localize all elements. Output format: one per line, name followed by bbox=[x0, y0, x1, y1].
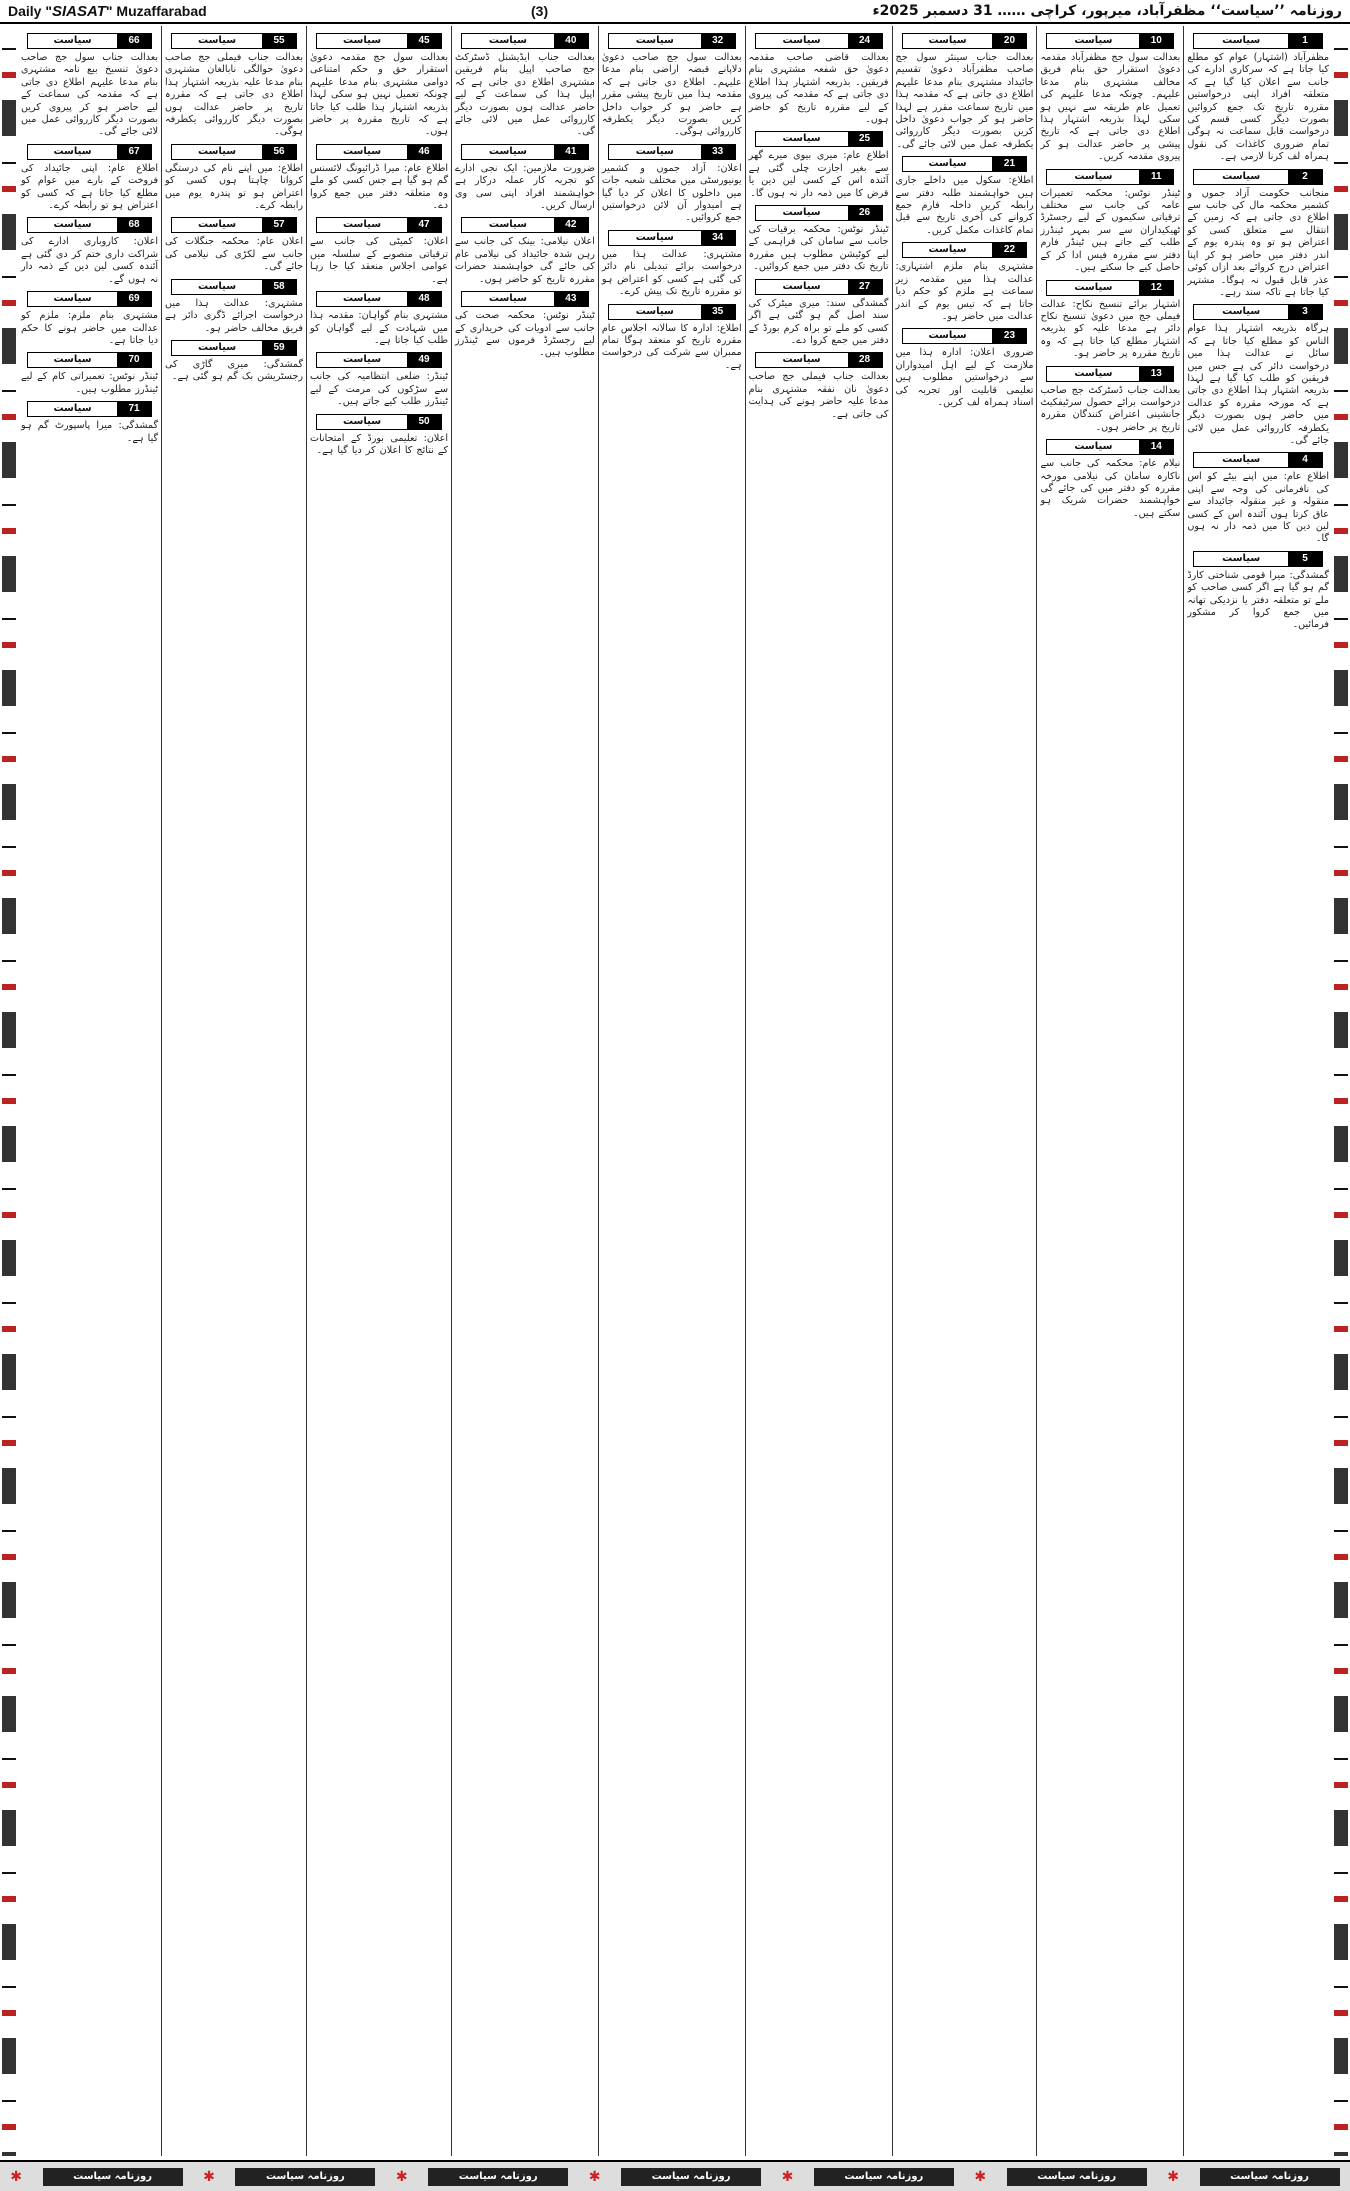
classified-header bbox=[316, 33, 442, 49]
classified-header bbox=[27, 144, 152, 160]
classified-label: سیاست bbox=[609, 34, 701, 48]
classified-header bbox=[755, 279, 883, 295]
classified-number: 70 bbox=[117, 353, 151, 367]
classified-number: 42 bbox=[554, 218, 588, 232]
classified-number: 56 bbox=[262, 145, 296, 159]
classified-number: 47 bbox=[407, 218, 441, 232]
classified-text: گمشدگی سند: میری میٹرک کی سند اصل گم ہو گئی ہے اگر کسی کو ملے تو براہ کرم بورڈ کے دفتر میں جمع کروا دے۔ bbox=[748, 297, 889, 346]
classified-label: سیاست bbox=[462, 34, 554, 48]
classified-number: 40 bbox=[554, 34, 588, 48]
classified-label: سیاست bbox=[172, 280, 262, 294]
bottom-ad-block: روزنامہ سیاست bbox=[43, 2168, 183, 2186]
classified-label: سیاست bbox=[462, 292, 554, 306]
classified-text: مشتہری بنام ملزم: ملزم کو عدالت میں حاضر ہونے کا حکم دیا جاتا ہے۔ bbox=[21, 310, 159, 346]
classified-number: 12 bbox=[1139, 281, 1173, 295]
news-column bbox=[306, 26, 451, 2156]
classified-text: اطلاع عام: اپنی جائیداد کی فروخت کے بارے میں عوام کو مطلع کیا جاتا ہے کہ کسی کو اعتراض ہو تو رابطہ کرے۔ bbox=[21, 162, 159, 212]
masthead bbox=[0, 0, 1350, 24]
classified-label: سیاست bbox=[756, 280, 848, 294]
star-icon: ✱ bbox=[781, 2168, 794, 2185]
classified-header bbox=[902, 328, 1028, 344]
classified-header bbox=[316, 217, 442, 233]
classified-number: 45 bbox=[407, 34, 441, 48]
classified-text: ضروری اعلان: ادارہ ہذا میں ملازمت کے لیے اہل امیدواران سے درخواستیں مطلوب ہیں تعلیمی قابلیت اور تجربہ کی اسناد ہمراہ لف کریں۔ bbox=[895, 347, 1034, 408]
classified-header bbox=[27, 291, 152, 307]
classified-label: سیاست bbox=[172, 145, 262, 159]
classified-number: 66 bbox=[117, 34, 151, 48]
classified-header bbox=[27, 33, 152, 49]
classified-text: اعلان: کمیٹی کی جانب سے ترقیاتی منصوبے کے سلسلہ میں عوامی اجلاس منعقد کیا جا رہا ہے۔ bbox=[310, 236, 449, 285]
classified-number: 68 bbox=[117, 218, 151, 232]
classified-header bbox=[755, 352, 883, 368]
classified-number: 71 bbox=[117, 402, 151, 416]
classified-header bbox=[608, 304, 736, 320]
classified-number: 43 bbox=[554, 292, 588, 306]
news-column bbox=[451, 26, 598, 2156]
classified-header bbox=[27, 217, 152, 233]
classified-text: مشتہری: عدالت ہذا میں درخواست اجرائے ڈگری دائر ہے فریق مخالف حاضر ہو۔ bbox=[165, 297, 304, 334]
classified-header bbox=[1193, 33, 1323, 49]
classified-header bbox=[608, 144, 736, 160]
classified-number: 59 bbox=[262, 341, 296, 355]
classified-label: سیاست bbox=[28, 218, 117, 232]
classified-label: سیاست bbox=[1047, 440, 1139, 454]
classified-label: سیاست bbox=[609, 305, 701, 319]
classified-text: ٹینڈر نوٹس: محکمہ تعمیرات عامہ کی جانب سے مختلف ترقیاتی سکیموں کے لیے رجسٹرڈ ٹھیکیداران سے سر بمہر ٹینڈرز طلب کیے جاتے ہیں ٹینڈر فارم دفتر سے مقررہ فیس ادا کر کے حاصل کیے جا سکتے ہیں۔ bbox=[1040, 187, 1181, 274]
classified-number: 69 bbox=[117, 292, 151, 306]
star-icon: ✱ bbox=[203, 2168, 215, 2185]
classified-text: ٹینڈر نوٹس: محکمہ برقیات کی جانب سے سامان کی فراہمی کے لیے کوٹیشن مطلوب ہیں مقررہ تاریخ تک دفتر میں جمع کروائیں۔ bbox=[748, 224, 889, 273]
classified-label: سیاست bbox=[609, 231, 701, 245]
bottom-ad-block: روزنامہ سیاست bbox=[1007, 2168, 1147, 2186]
classified-number: 32 bbox=[701, 34, 735, 48]
classified-number: 24 bbox=[848, 34, 882, 48]
classified-label: سیاست bbox=[28, 34, 117, 48]
bottom-ad-block: روزنامہ سیاست bbox=[621, 2168, 761, 2186]
classified-text: بعدالت جناب ڈسٹرکٹ جج صاحب درخواست برائے حصول سرٹیفکیٹ جانشینی اعتراض کنندگان مقررہ تاریخ پر حاضر ہوں۔ bbox=[1040, 384, 1181, 433]
classified-text: بعدالت جناب سول جج صاحب دعویٰ تنسیخ بیع نامہ مشتہری بنام مدعا علیہم اطلاع دی جاتی ہے کہ مقدمہ کی سماعت کے لیے حاضر ہو کر پیروی کریں بصورت دیگر کارروائی عمل میں لائی جائے گی۔ bbox=[21, 52, 159, 138]
classified-label: سیاست bbox=[756, 206, 848, 220]
classified-text: بعدالت سول جج مظفرآباد مقدمہ دعویٰ استقرار حق بنام فریق مخالف مشتہری بنام مدعا علیہم۔ چونکہ مدعا علیہم کی تعمیل عام طریقہ سے نہیں ہو سکی لہذا بذریعہ اشتہار ہذا اطلاع دی جاتی ہے کہ تاریخ پیشی پر حاضر عدالت ہو کر پیروی مقدمہ کریں۔ bbox=[1040, 52, 1181, 163]
classified-number: 55 bbox=[262, 34, 296, 48]
classified-text: اعلان عام: محکمہ جنگلات کی جانب سے لکڑی کی نیلامی کی جائے گی۔ bbox=[165, 236, 304, 273]
star-icon: ✱ bbox=[1167, 2168, 1179, 2185]
classified-header bbox=[27, 352, 152, 368]
classified-label: سیاست bbox=[903, 329, 993, 343]
classified-label: سیاست bbox=[28, 292, 117, 306]
classified-label: سیاست bbox=[317, 218, 407, 232]
classified-header bbox=[902, 242, 1028, 258]
classified-number: 26 bbox=[848, 206, 882, 220]
classified-label: سیاست bbox=[1047, 170, 1139, 184]
classified-number: 4 bbox=[1288, 453, 1322, 467]
classified-text: اطلاع: ادارہ کا سالانہ اجلاس عام مقررہ تاریخ کو منعقد ہوگا تمام ممبران سے شرکت کی درخواست ہے۔ bbox=[601, 322, 742, 371]
classified-header bbox=[1193, 304, 1323, 320]
classified-label: سیاست bbox=[609, 145, 701, 159]
classified-text: بعدالت سول جج مقدمہ دعویٰ استقرار حق و حکم امتناعی دوامی مشتہری بنام مدعا علیہم چونکہ تعمیل نہیں ہو سکی لہذا بذریعہ اشتہار ہذا طلب کیا جاتا ہے کہ تاریخ مقررہ پر حاضر ہوں۔ bbox=[310, 52, 449, 138]
classified-number: 3 bbox=[1288, 305, 1322, 319]
classified-number: 34 bbox=[701, 231, 735, 245]
classified-number: 14 bbox=[1139, 440, 1173, 454]
paper-name-prefix: Daily " bbox=[8, 2, 52, 19]
classified-label: سیاست bbox=[903, 243, 993, 257]
classified-label: سیاست bbox=[903, 34, 993, 48]
classified-label: سیاست bbox=[1047, 281, 1139, 295]
news-column bbox=[598, 26, 745, 2156]
classified-text: اطلاع عام: میرا ڈرائیونگ لائسنس گم ہو گیا ہے جس کسی کو ملے وہ متعلقہ دفتر میں جمع کروا دے۔ bbox=[310, 162, 449, 212]
classified-text: گمشدگی: میری گاڑی کی رجسٹریشن بک گم ہو گئی ہے۔ bbox=[165, 358, 304, 383]
classified-text: ہرگاہ بذریعہ اشتہار ہذا عوام الناس کو مطلع کیا جاتا ہے کہ سائل نے عدالت ہذا میں درخواست دائر کی ہے جس میں فریقین کو طلب کیا گیا ہے لہذا بذریعہ اشتہار ہذا اطلاع دی جاتی ہے کہ مورخہ مقررہ کو عدالت میں حاضر ہوں بصورت دیگر یکطرفہ کارروائی عمل میں لائی جائے گی۔ bbox=[1187, 323, 1329, 446]
bottom-ad-strip bbox=[0, 2160, 1350, 2191]
classified-label: سیاست bbox=[1194, 552, 1288, 566]
classified-label: سیاست bbox=[317, 292, 407, 306]
classified-text: گمشدگی: میرا پاسپورٹ گم ہو گیا ہے۔ bbox=[21, 420, 159, 444]
classified-label: سیاست bbox=[1047, 34, 1139, 48]
classified-number: 41 bbox=[554, 145, 588, 159]
star-icon: ✱ bbox=[588, 2168, 601, 2185]
classified-number: 22 bbox=[992, 243, 1026, 257]
classified-header bbox=[316, 144, 442, 160]
paper-brand: SIASAT bbox=[52, 2, 106, 20]
star-icon: ✱ bbox=[10, 2168, 22, 2185]
classified-number: 25 bbox=[848, 132, 882, 146]
classified-text: مظفرآباد (اشتہار) عوام کو مطلع کیا جاتا ہے کہ سرکاری ادارے کی جانب سے اعلان کیا گیا ہے کہ متعلقہ افراد اپنی درخواستیں مقررہ تاریخ تک جمع کروائیں بصورت دیگر کسی قسم کی درخواست قابل سماعت نہ ہوگی تمام ضروری کاغذات کی نقول ہمراہ لف کرنا لازمی ہے۔ bbox=[1187, 52, 1329, 163]
classified-number: 27 bbox=[848, 280, 882, 294]
bottom-ad-block: روزنامہ سیاست bbox=[428, 2168, 568, 2186]
classified-number: 10 bbox=[1139, 34, 1173, 48]
classified-header bbox=[316, 291, 442, 307]
classified-text: بعدالت قاضی صاحب مقدمہ دعویٰ حق شفعہ مشتہری بنام فریقین۔ بذریعہ اشتہار ہذا اطلاع دی جاتی ہے کہ مقدمہ کی پیروی کے لیے مقررہ تاریخ کو حاضر ہوں۔ bbox=[748, 52, 889, 126]
classified-label: سیاست bbox=[172, 341, 262, 355]
star-icon: ✱ bbox=[395, 2168, 408, 2185]
page-number: (3) bbox=[531, 3, 549, 19]
paper-name-urdu: روزنامہ ’’سیاست‘‘ مظفرآباد، میرپور، کراچی …… 31 دسمبر 2025ء bbox=[872, 3, 1342, 19]
classified-label: سیاست bbox=[903, 157, 993, 171]
paper-name-latin bbox=[8, 3, 207, 20]
classified-number: 67 bbox=[117, 145, 151, 159]
classified-number: 5 bbox=[1288, 552, 1322, 566]
classified-text: اعلان: کاروباری ادارے کی شراکت داری ختم کر دی گئی ہے آئندہ کسی لین دین کے ذمہ دار نہ ہوں گے۔ bbox=[21, 236, 159, 285]
classified-header bbox=[1193, 551, 1323, 567]
classified-text: ٹینڈر نوٹس: تعمیراتی کام کے لیے ٹینڈرز مطلوب ہیں۔ bbox=[21, 371, 159, 395]
classified-header bbox=[171, 340, 297, 356]
classified-text: ٹینڈر نوٹس: محکمہ صحت کی جانب سے ادویات کی خریداری کے لیے رجسٹرڈ فرموں سے ٹینڈرز مطلوب ہیں۔ bbox=[455, 310, 595, 359]
classified-number: 35 bbox=[701, 305, 735, 319]
classified-label: سیاست bbox=[756, 132, 848, 146]
classified-text: اطلاع: سکول میں داخلے جاری ہیں خواہشمند طلبہ دفتر سے رابطہ کریں داخلہ فارم جمع کروانے کی آخری تاریخ سے قبل تمام کاغذات مکمل کریں۔ bbox=[895, 175, 1034, 236]
bottom-ad-block: روزنامہ سیاست bbox=[1200, 2168, 1340, 2186]
classified-text: ضرورت ملازمین: ایک نجی ادارے کو تجربہ کار عملہ درکار ہے خواہشمند افراد اپنی سی وی ارسال کریں۔ bbox=[455, 162, 595, 212]
classified-text: اعلان نیلامی: بینک کی جانب سے رہن شدہ جائیداد کی نیلامی عام کی جائے گی خواہشمند حضرات مقررہ تاریخ کو حاضر ہوں۔ bbox=[455, 236, 595, 285]
classified-number: 58 bbox=[262, 280, 296, 294]
classified-label: سیاست bbox=[317, 145, 407, 159]
paper-name-suffix: " Muzaffarabad bbox=[105, 2, 207, 19]
classified-number: 23 bbox=[992, 329, 1026, 343]
classified-label: سیاست bbox=[317, 415, 407, 429]
classified-number: 50 bbox=[407, 415, 441, 429]
classified-label: سیاست bbox=[1194, 170, 1288, 184]
classified-text: منجانب حکومت آزاد جموں و کشمیر محکمہ مال کی جانب سے اطلاع دی جاتی ہے کہ زمین کے انتقال سے متعلق کسی کو اعتراض ہو تو وہ پندرہ یوم کے اندر دفتر میں حاضر ہو کر اپنا اعتراض درج کروائے بعد ازاں کوئی عذر قابل قبول نہ ہوگا۔ مشتہر کیا جاتا ہے تاکہ سند رہے۔ bbox=[1187, 187, 1329, 298]
classified-text: بعدالت سول جج صاحب دعویٰ دلاپانے قبضہ اراضی بنام مدعا علیہم۔ اطلاع دی جاتی ہے کہ مقدمہ ہذا میں تاریخ پیشی مقرر ہے حاضر ہو کر جواب داخل کریں بصورت دیگر یکطرفہ کارروائی ہوگی۔ bbox=[601, 52, 742, 138]
news-column bbox=[1183, 26, 1332, 2156]
classified-header bbox=[171, 279, 297, 295]
classified-number: 13 bbox=[1139, 367, 1173, 381]
classified-label: سیاست bbox=[28, 145, 117, 159]
classified-text: نیلام عام: محکمہ کی جانب سے ناکارہ سامان کی نیلامی مورخہ مقررہ کو دفتر میں کی جائے گی خواہشمند حضرات شریک ہو سکتے ہیں۔ bbox=[1040, 458, 1181, 519]
news-column bbox=[745, 26, 892, 2156]
classified-text: گمشدگی: میرا قومی شناختی کارڈ گم ہو گیا ہے اگر کسی صاحب کو ملے تو متعلقہ دفتر یا نزدیکی تھانہ میں جمع کروا کر مشکور فرمائیں۔ bbox=[1187, 569, 1329, 631]
classified-text: بعدالت جناب ایڈیشنل ڈسٹرکٹ جج صاحب اپیل بنام فریقین مشتہری اطلاع دی جاتی ہے کہ اپیل ہذا کی سماعت کے لیے حاضر عدالت ہوں بصورت دیگر کارروائی عمل میں لائی جائے گی۔ bbox=[455, 52, 595, 138]
classified-number: 57 bbox=[262, 218, 296, 232]
classified-header bbox=[755, 131, 883, 147]
classified-header bbox=[902, 33, 1028, 49]
classified-text: مشتہری بنام ملزم اشتہاری: عدالت ہذا میں مقدمہ زیر سماعت ہے ملزم کو حکم دیا جاتا ہے کہ تیس یوم کے اندر عدالت میں حاضر ہو۔ bbox=[895, 261, 1034, 322]
classified-label: سیاست bbox=[28, 402, 117, 416]
classified-columns bbox=[18, 26, 1332, 2156]
classified-header bbox=[27, 401, 152, 417]
news-column bbox=[161, 26, 306, 2156]
classified-header bbox=[316, 414, 442, 430]
classified-text: بعدالت جناب سینئر سول جج صاحب مظفرآباد دعویٰ تقسیم جائیداد مشتہری بنام مدعا علیہم اطلاع دی جاتی ہے کہ مقدمہ ہذا میں تاریخ سماعت مقرر ہے لہذا حاضر ہو کر جواب دعویٰ داخل کریں بصورت دیگر کارروائی یکطرفہ عمل میں لائی جائے گی۔ bbox=[895, 52, 1034, 150]
classified-header bbox=[461, 217, 589, 233]
classified-label: سیاست bbox=[756, 353, 848, 367]
classified-text: مشتہری: عدالت ہذا میں درخواست برائے تبدیلی نام دائر کی گئی ہے کسی کو اعتراض ہو تو مقررہ تاریخ تک پیش کرے۔ bbox=[601, 248, 742, 298]
classified-header bbox=[171, 33, 297, 49]
classified-header bbox=[902, 156, 1028, 172]
left-ad-strip bbox=[2, 26, 16, 2156]
classified-label: سیاست bbox=[1194, 305, 1288, 319]
classified-text: اعلان: تعلیمی بورڈ کے امتحانات کے نتائج کا اعلان کر دیا گیا ہے۔ bbox=[310, 432, 449, 456]
news-column bbox=[18, 26, 161, 2156]
classified-header bbox=[1046, 33, 1174, 49]
classified-label: سیاست bbox=[28, 353, 117, 367]
classified-text: اطلاع: میں اپنے نام کی درستگی کروانا چاہتا ہوں کسی کو اعتراض ہو تو پندرہ یوم میں رابطہ کرے۔ bbox=[165, 162, 304, 212]
classified-header bbox=[608, 230, 736, 246]
classified-label: سیاست bbox=[1047, 367, 1139, 381]
classified-label: سیاست bbox=[1194, 34, 1288, 48]
classified-header bbox=[171, 144, 297, 160]
classified-header bbox=[1193, 169, 1323, 185]
classified-label: سیاست bbox=[317, 353, 407, 367]
classified-number: 33 bbox=[701, 145, 735, 159]
classified-number: 28 bbox=[848, 353, 882, 367]
bottom-ad-block: روزنامہ سیاست bbox=[235, 2168, 375, 2186]
classified-label: سیاست bbox=[1194, 453, 1288, 467]
classified-number: 1 bbox=[1288, 34, 1322, 48]
classified-number: 2 bbox=[1288, 170, 1322, 184]
classified-number: 48 bbox=[407, 292, 441, 306]
classified-text: ٹینڈر: ضلعی انتظامیہ کی جانب سے سڑکوں کی مرمت کے لیے ٹینڈرز طلب کیے جاتے ہیں۔ bbox=[310, 371, 449, 408]
classified-text: اطلاع عام: میری بیوی میرے گھر سے بغیر اجازت چلی گئی ہے آئندہ اس کے کسی لین دین یا قرض کا میں ذمہ دار نہ ہوں گا۔ bbox=[748, 150, 889, 199]
classified-header bbox=[1046, 280, 1174, 296]
classified-number: 20 bbox=[992, 34, 1026, 48]
classified-number: 46 bbox=[407, 145, 441, 159]
classified-header bbox=[316, 352, 442, 368]
news-column bbox=[892, 26, 1037, 2156]
classified-number: 11 bbox=[1139, 170, 1173, 184]
bottom-ad-block: روزنامہ سیاست bbox=[814, 2168, 954, 2186]
right-ad-strip bbox=[1334, 26, 1348, 2156]
classified-text: بعدالت جناب فیملی جج صاحب دعویٰ حوالگی نابالغان مشتہری بنام مدعا علیہ بذریعہ اشتہار ہذا اطلاع دی جاتی ہے کہ مقررہ تاریخ پر حاضر عدالت ہوں بصورت دیگر کارروائی یکطرفہ ہوگی۔ bbox=[165, 52, 304, 138]
classified-text: اعلان: آزاد جموں و کشمیر یونیورسٹی میں مختلف شعبہ جات میں داخلوں کا اعلان کر دیا گیا ہے امیدوار آن لائن درخواستیں جمع کروائیں۔ bbox=[601, 162, 742, 224]
classified-number: 49 bbox=[407, 353, 441, 367]
classified-text: اطلاع عام: میں اپنے بیٹے کو اس کی نافرمانی کی وجہ سے اپنی منقولہ و غیر منقولہ جائیداد سے عاق کرتا ہوں آئندہ اس کے کسی لین دین کا میں ذمہ دار نہ ہوں گا۔ bbox=[1187, 471, 1329, 545]
classified-label: سیاست bbox=[756, 34, 848, 48]
classified-header bbox=[1046, 366, 1174, 382]
news-column bbox=[1036, 26, 1183, 2156]
classified-header bbox=[461, 144, 589, 160]
classified-header bbox=[461, 33, 589, 49]
classified-header bbox=[1046, 169, 1174, 185]
classified-header bbox=[1046, 439, 1174, 455]
classified-number: 21 bbox=[992, 157, 1026, 171]
classified-text: اشتہار برائے تنسیخ نکاح: عدالت فیملی جج میں دعویٰ تنسیخ نکاح دائر ہے مدعا علیہ کو بذریعہ اشتہار مطلع کیا جاتا ہے کہ وہ تاریخ مقررہ پر حاضر ہو۔ bbox=[1040, 298, 1181, 360]
classified-label: سیاست bbox=[172, 218, 262, 232]
classified-header bbox=[171, 217, 297, 233]
classified-header bbox=[461, 291, 589, 307]
classified-text: بعدالت جناب فیملی جج صاحب دعویٰ نان نفقہ مشتہری بنام مدعا علیہ حاضر ہونے کی ہدایت کی جاتی ہے۔ bbox=[748, 371, 889, 420]
classified-header bbox=[1193, 452, 1323, 468]
classified-label: سیاست bbox=[462, 218, 554, 232]
classified-label: سیاست bbox=[462, 145, 554, 159]
classified-header bbox=[755, 205, 883, 221]
classified-header bbox=[608, 33, 736, 49]
classified-text: مشتہری بنام گواہان: مقدمہ ہذا میں شہادت کے لیے گواہان کو طلب کیا جاتا ہے۔ bbox=[310, 310, 449, 346]
classified-label: سیاست bbox=[172, 34, 262, 48]
classified-header bbox=[755, 33, 883, 49]
star-icon: ✱ bbox=[974, 2168, 987, 2185]
classified-label: سیاست bbox=[317, 34, 407, 48]
